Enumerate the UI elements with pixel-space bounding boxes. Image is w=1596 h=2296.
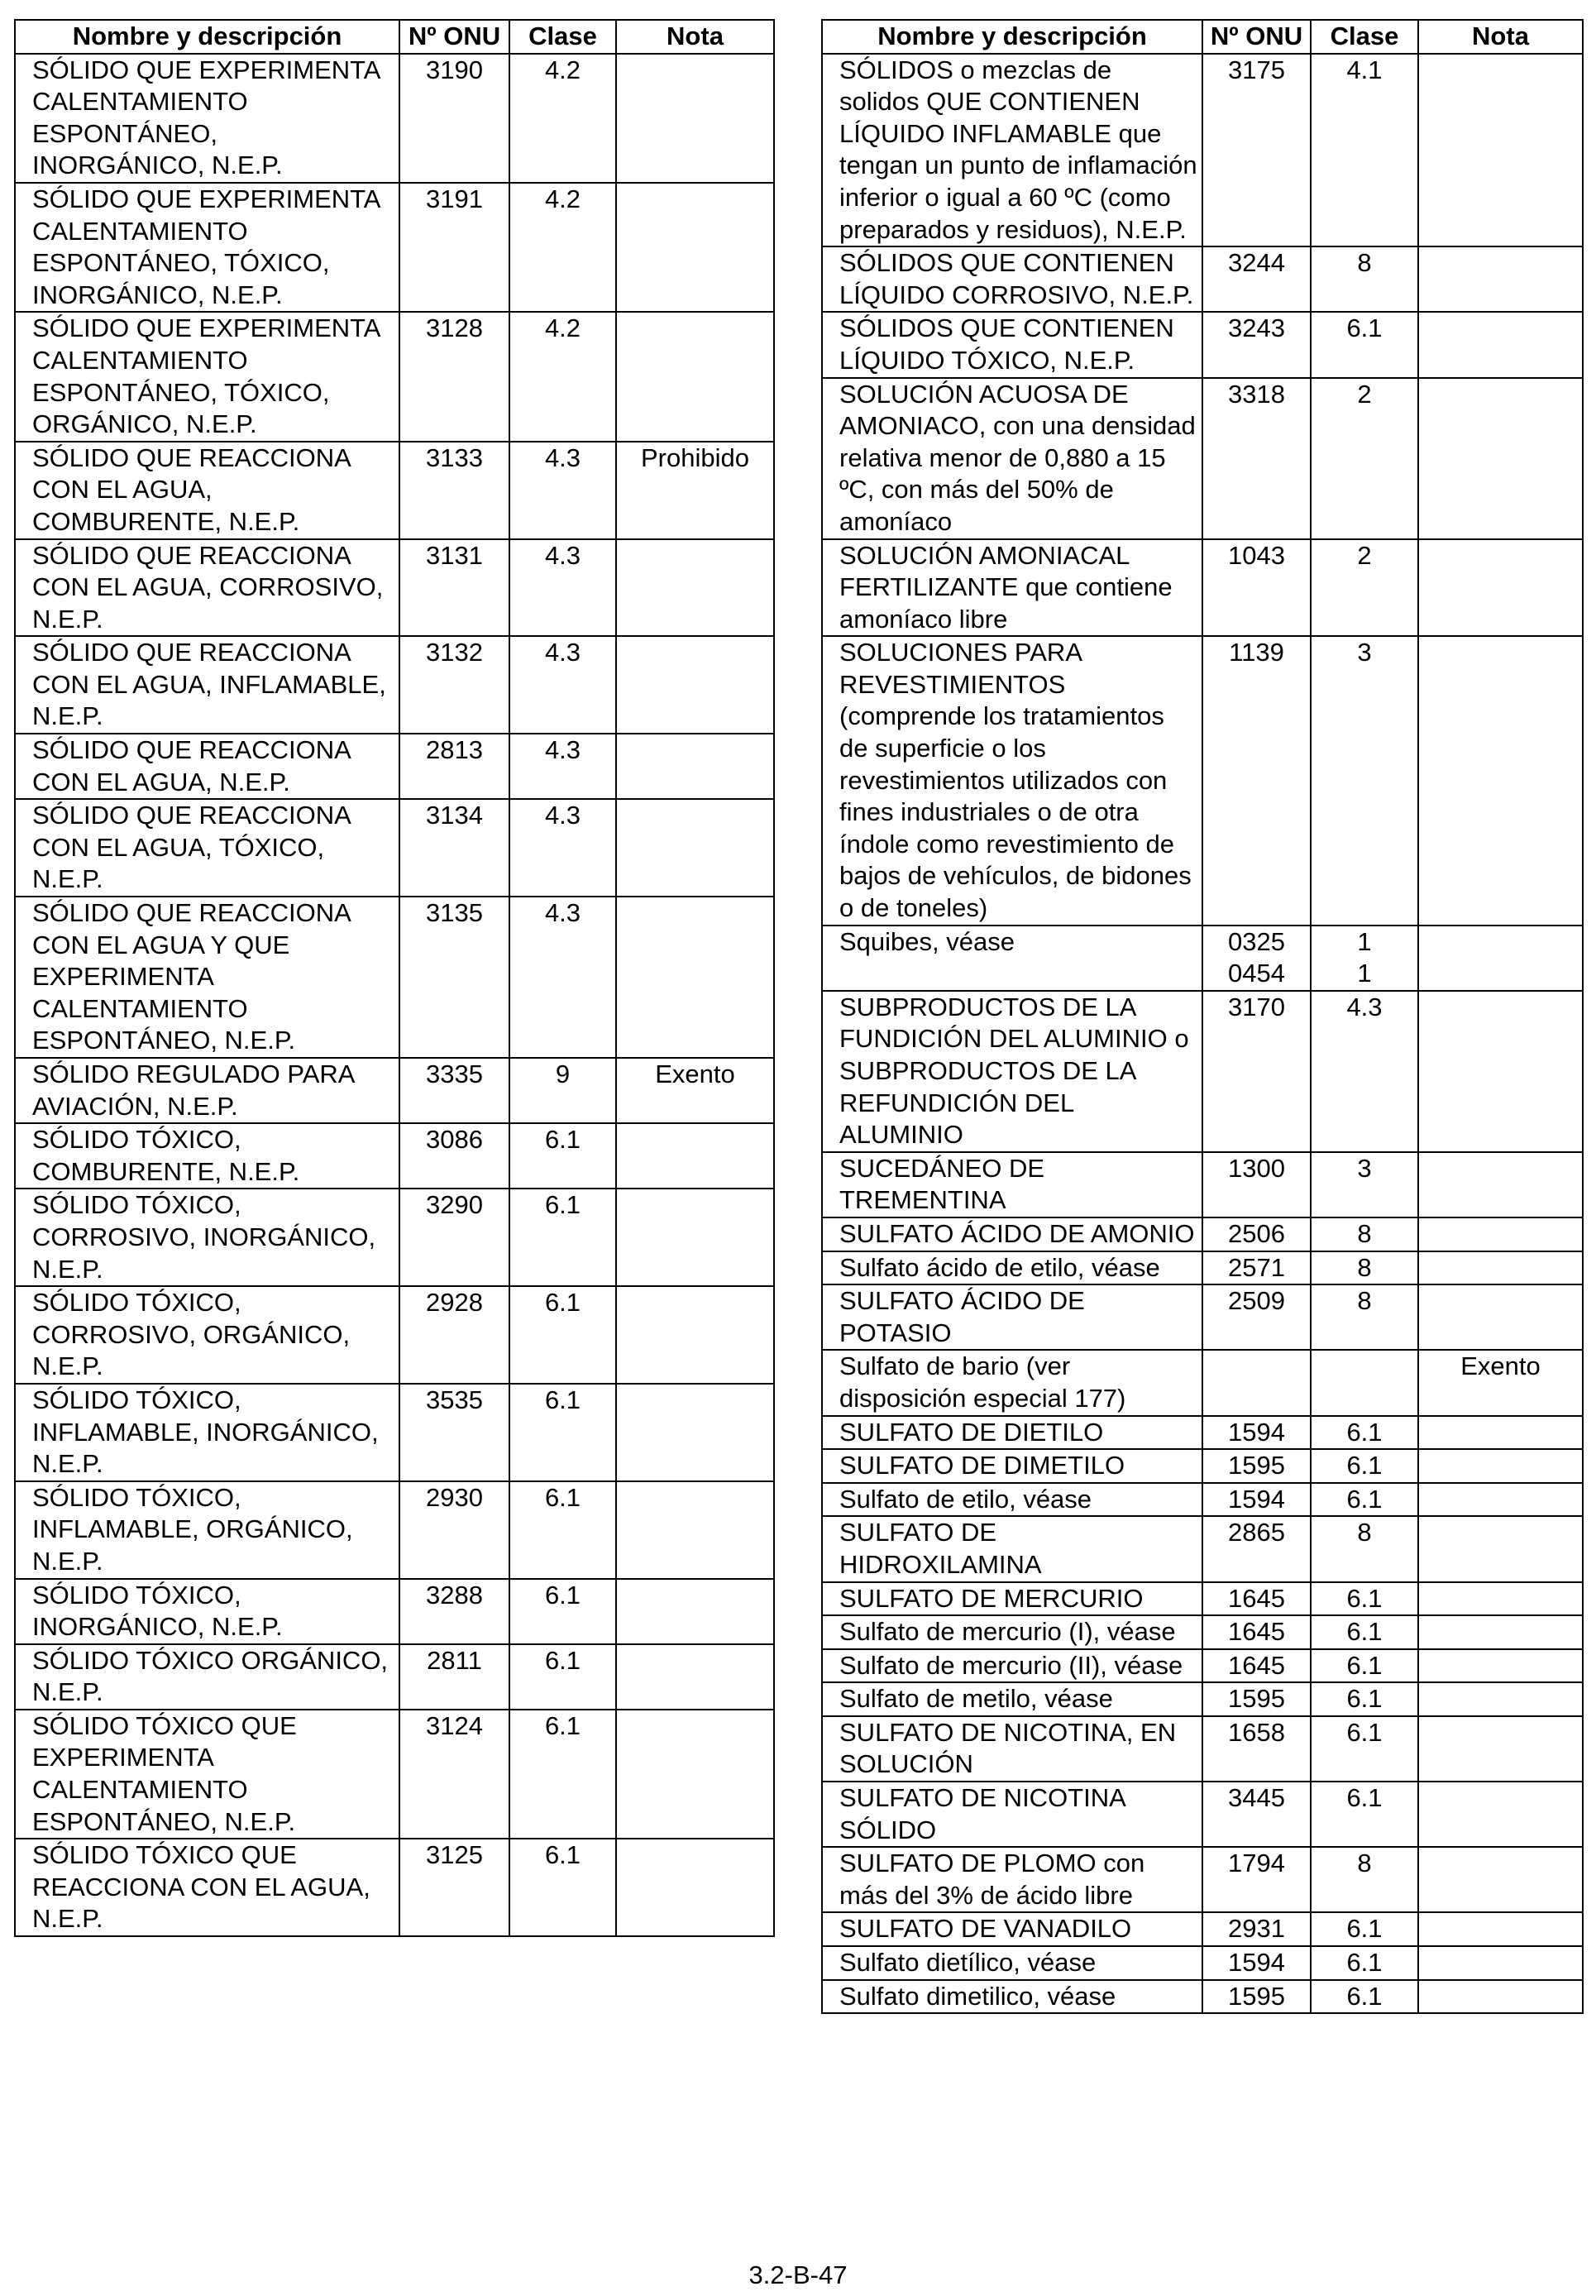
- table-row: [15, 1123, 774, 1189]
- cell-nota: [616, 1123, 774, 1189]
- cell-onu: 3290: [399, 1189, 509, 1286]
- cell-nota: [1418, 312, 1583, 377]
- cell-clase: [1311, 926, 1418, 991]
- cell-clase: 9: [509, 1058, 616, 1123]
- table-row: [822, 1284, 1583, 1350]
- table-row: [822, 1350, 1583, 1415]
- cell-clase: 4.3: [509, 636, 616, 734]
- cell-onu: 3128: [399, 312, 509, 441]
- table-row: [822, 1682, 1583, 1716]
- cell-name: Sulfato de mercurio (I), véase: [822, 1615, 1202, 1649]
- cell-nota: [616, 1384, 774, 1481]
- cell-clase: 4.2: [509, 183, 616, 312]
- cell-nota: [1418, 1582, 1583, 1616]
- table-row: [822, 54, 1583, 247]
- cell-nota: Exento: [1418, 1350, 1583, 1415]
- cell-clase: 6.1: [1311, 1615, 1418, 1649]
- cell-name: SOLUCIÓN ACUOSA DE AMONIACO, con una densidad relativa menor de 0,880 a 15 ºC, con más del 50% de amoníaco: [822, 378, 1202, 539]
- cell-name: SÓLIDO QUE EXPERIMENTA CALENTAMIENTO ESPONTÁNEO, TÓXICO, INORGÁNICO, N.E.P.: [15, 183, 399, 312]
- cell-clase: 6.1: [509, 1286, 616, 1384]
- header-onu: Nº ONU: [399, 20, 509, 54]
- cell-nota: [616, 54, 774, 183]
- cell-clase: 4.2: [509, 312, 616, 441]
- header-onu: Nº ONU: [1202, 20, 1311, 54]
- cell-onu: 1595: [1202, 1980, 1311, 2014]
- cell-nota: [1418, 1416, 1583, 1450]
- cell-nota: [616, 1710, 774, 1839]
- table-row: [15, 183, 774, 312]
- cell-name: SÓLIDO TÓXICO ORGÁNICO, N.E.P.: [15, 1644, 399, 1710]
- cell-nota: [1418, 1483, 1583, 1517]
- cell-onu: 1595: [1202, 1682, 1311, 1716]
- cell-onu: 1658: [1202, 1716, 1311, 1782]
- cell-onu: 2506: [1202, 1217, 1311, 1251]
- cell-onu: 3086: [399, 1123, 509, 1189]
- cell-name: SÓLIDOS o mezclas de solidos QUE CONTIENEN LÍQUIDO INFLAMABLE que tengan un punto de inflamación inferior o igual a 60 ºC (como preparados y residuos), N.E.P.: [822, 54, 1202, 247]
- cell-clase: 6.1: [1311, 312, 1418, 377]
- table-row: [822, 1912, 1583, 1946]
- table-row: [822, 1217, 1583, 1251]
- cell-nota: [1418, 1251, 1583, 1285]
- cell-clase: 6.1: [1311, 1980, 1418, 2014]
- cell-nota: [1418, 1615, 1583, 1649]
- onu-line: 0454: [1228, 959, 1285, 988]
- cell-nota: [616, 1286, 774, 1384]
- table-header-row: [15, 20, 774, 54]
- cell-nota: [1418, 1516, 1583, 1581]
- cell-name: SÓLIDO REGULADO PARA AVIACIÓN, N.E.P.: [15, 1058, 399, 1123]
- header-nota: Nota: [1418, 20, 1583, 54]
- cell-onu: [1202, 1350, 1311, 1415]
- cell-name: SÓLIDO TÓXICO, CORROSIVO, INORGÁNICO, N.E.P.: [15, 1189, 399, 1286]
- cell-nota: [1418, 54, 1583, 247]
- cell-nota: Exento: [616, 1058, 774, 1123]
- table-row: [15, 1058, 774, 1123]
- cell-clase: 4.1: [1311, 54, 1418, 247]
- cell-name: SÓLIDO TÓXICO, CORROSIVO, ORGÁNICO, N.E.P.: [15, 1286, 399, 1384]
- cell-nota: [616, 1189, 774, 1286]
- table-row: [822, 539, 1583, 637]
- cell-nota: [1418, 1284, 1583, 1350]
- cell-name: SÓLIDO QUE REACCIONA CON EL AGUA, N.E.P.: [15, 734, 399, 799]
- table-row: [822, 1847, 1583, 1912]
- table-row: [15, 1286, 774, 1384]
- cell-clase: 4.3: [509, 897, 616, 1058]
- cell-name: SULFATO DE MERCURIO: [822, 1582, 1202, 1616]
- cell-onu: 3243: [1202, 312, 1311, 377]
- table-header-row: [822, 20, 1583, 54]
- cell-name: Sulfato dietílico, véase: [822, 1946, 1202, 1980]
- cell-name: Sulfato dimetilico, véase: [822, 1980, 1202, 2014]
- cell-clase: 6.1: [1311, 1782, 1418, 1847]
- cell-onu: 3335: [399, 1058, 509, 1123]
- cell-name: SÓLIDO QUE EXPERIMENTA CALENTAMIENTO ESPONTÁNEO, TÓXICO, ORGÁNICO, N.E.P.: [15, 312, 399, 441]
- cell-nota: [616, 312, 774, 441]
- cell-name: SÓLIDO TÓXICO, INFLAMABLE, INORGÁNICO, N.E.P.: [15, 1384, 399, 1481]
- table-row: [15, 1189, 774, 1286]
- cell-onu: 2571: [1202, 1251, 1311, 1285]
- table-row: [15, 799, 774, 897]
- cell-onu: 3133: [399, 442, 509, 539]
- cell-name: Sulfato ácido de etilo, véase: [822, 1251, 1202, 1285]
- cell-clase: 6.1: [509, 1123, 616, 1189]
- cell-onu: 2931: [1202, 1912, 1311, 1946]
- cell-nota: [1418, 1449, 1583, 1483]
- cell-clase: 6.1: [1311, 1449, 1418, 1483]
- table-row: [822, 312, 1583, 377]
- cell-nota: [616, 1644, 774, 1710]
- cell-name: SULFATO DE HIDROXILAMINA: [822, 1516, 1202, 1581]
- header-name: Nombre y descripción: [15, 20, 399, 54]
- cell-clase: 3: [1311, 1152, 1418, 1217]
- cell-name: SULFATO DE NICOTINA, EN SOLUCIÓN: [822, 1716, 1202, 1782]
- cell-name: SÓLIDO TÓXICO, INFLAMABLE, ORGÁNICO, N.E.P.: [15, 1481, 399, 1579]
- cell-name: SULFATO DE NICOTINA SÓLIDO: [822, 1782, 1202, 1847]
- cell-onu: 3288: [399, 1579, 509, 1644]
- header-clase: Clase: [509, 20, 616, 54]
- cell-clase: 6.1: [509, 1579, 616, 1644]
- cell-name: Sulfato de bario (ver disposición especial 177): [822, 1350, 1202, 1415]
- cell-name: SUCEDÁNEO DE TREMENTINA: [822, 1152, 1202, 1217]
- cell-onu: 1139: [1202, 636, 1311, 925]
- table-row: [15, 1579, 774, 1644]
- cell-nota: [616, 1579, 774, 1644]
- cell-name: SÓLIDO TÓXICO, INORGÁNICO, N.E.P.: [15, 1579, 399, 1644]
- header-nota: Nota: [616, 20, 774, 54]
- cell-name: SÓLIDO TÓXICO QUE EXPERIMENTA CALENTAMIENTO ESPONTÁNEO, N.E.P.: [15, 1710, 399, 1839]
- cell-clase: 8: [1311, 1217, 1418, 1251]
- clase-line: 1: [1357, 926, 1372, 956]
- cell-clase: 2: [1311, 378, 1418, 539]
- cell-name: SOLUCIÓN AMONIACAL FERTILIZANTE que contiene amoníaco libre: [822, 539, 1202, 637]
- cell-onu: 2930: [399, 1481, 509, 1579]
- cell-clase: 8: [1311, 1251, 1418, 1285]
- cell-nota: [1418, 1847, 1583, 1912]
- cell-onu: 3191: [399, 183, 509, 312]
- cell-clase: 6.1: [509, 1189, 616, 1286]
- table-row: [822, 926, 1583, 991]
- table-row: [822, 1483, 1583, 1517]
- cell-name: Sulfato de mercurio (II), véase: [822, 1649, 1202, 1683]
- cell-nota: [616, 734, 774, 799]
- cell-name: SULFATO ÁCIDO DE POTASIO: [822, 1284, 1202, 1350]
- cell-onu: 1645: [1202, 1582, 1311, 1616]
- cell-name: Sulfato de etilo, véase: [822, 1483, 1202, 1517]
- cell-onu: 3190: [399, 54, 509, 183]
- cell-nota: [1418, 926, 1583, 991]
- cell-name: SOLUCIONES PARA REVESTIMIENTOS (comprende los tratamientos de superficie o los revestimientos utilizados con fines industriales o de otra índole como revestimiento de bajos de vehículos, de bidones o de toneles): [822, 636, 1202, 925]
- table-row: [15, 1481, 774, 1579]
- table-row: [822, 1649, 1583, 1683]
- cell-onu: 1594: [1202, 1416, 1311, 1450]
- table-row: [822, 1416, 1583, 1450]
- cell-clase: 4.3: [1311, 991, 1418, 1152]
- cell-nota: [1418, 1716, 1583, 1782]
- table-row: [822, 636, 1583, 925]
- cell-onu: 1594: [1202, 1946, 1311, 1980]
- cell-onu: 2928: [399, 1286, 509, 1384]
- cell-name: SÓLIDO QUE REACCIONA CON EL AGUA, COMBURENTE, N.E.P.: [15, 442, 399, 539]
- cell-clase: 6.1: [1311, 1682, 1418, 1716]
- cell-nota: [1418, 1782, 1583, 1847]
- cell-name: SÓLIDO TÓXICO, COMBURENTE, N.E.P.: [15, 1123, 399, 1189]
- table-row: [15, 539, 774, 637]
- dangerous-goods-table-right: [821, 19, 1584, 2014]
- cell-name: SULFATO DE DIETILO: [822, 1416, 1202, 1450]
- cell-nota: [1418, 1217, 1583, 1251]
- cell-nota: [1418, 1946, 1583, 1980]
- cell-clase: 4.3: [509, 539, 616, 637]
- cell-clase: 8: [1311, 1516, 1418, 1581]
- clase-line: 1: [1357, 959, 1372, 988]
- cell-onu: 3175: [1202, 54, 1311, 247]
- cell-nota: [1418, 246, 1583, 312]
- table-row: [822, 1152, 1583, 1217]
- cell-name: SULFATO DE DIMETILO: [822, 1449, 1202, 1483]
- table-row: [15, 442, 774, 539]
- cell-clase: 2: [1311, 539, 1418, 637]
- cell-onu: 3131: [399, 539, 509, 637]
- cell-onu: 3318: [1202, 378, 1311, 539]
- cell-clase: 6.1: [509, 1644, 616, 1710]
- cell-onu: 1594: [1202, 1483, 1311, 1517]
- cell-nota: Prohibido: [616, 442, 774, 539]
- table-row: [822, 1716, 1583, 1782]
- cell-nota: [1418, 1649, 1583, 1683]
- cell-onu: 3124: [399, 1710, 509, 1839]
- cell-name: SÓLIDO QUE REACCIONA CON EL AGUA, CORROSIVO, N.E.P.: [15, 539, 399, 637]
- cell-clase: 6.1: [1311, 1649, 1418, 1683]
- cell-clase: 6.1: [509, 1839, 616, 1936]
- onu-line: 0325: [1228, 926, 1285, 956]
- cell-onu: [1202, 926, 1311, 991]
- table-row: [822, 1516, 1583, 1581]
- cell-onu: 3170: [1202, 991, 1311, 1152]
- cell-clase: 6.1: [1311, 1912, 1418, 1946]
- cell-onu: 1794: [1202, 1847, 1311, 1912]
- cell-onu: 1645: [1202, 1615, 1311, 1649]
- table-row: [15, 312, 774, 441]
- cell-clase: 6.1: [1311, 1416, 1418, 1450]
- cell-nota: [616, 539, 774, 637]
- cell-clase: 6.1: [1311, 1716, 1418, 1782]
- cell-name: SÓLIDO QUE REACCIONA CON EL AGUA, TÓXICO, N.E.P.: [15, 799, 399, 897]
- cell-nota: [616, 897, 774, 1058]
- cell-name: SÓLIDO QUE EXPERIMENTA CALENTAMIENTO ESPONTÁNEO, INORGÁNICO, N.E.P.: [15, 54, 399, 183]
- cell-onu: 2865: [1202, 1516, 1311, 1581]
- table-row: [15, 1710, 774, 1839]
- cell-name: SÓLIDO QUE REACCIONA CON EL AGUA Y QUE EXPERIMENTA CALENTAMIENTO ESPONTÁNEO, N.E.P.: [15, 897, 399, 1058]
- table-row: [822, 378, 1583, 539]
- cell-nota: [1418, 1152, 1583, 1217]
- cell-name: SULFATO DE PLOMO con más del 3% de ácido libre: [822, 1847, 1202, 1912]
- table-row: [822, 1980, 1583, 2014]
- cell-clase: 8: [1311, 1284, 1418, 1350]
- cell-clase: [1311, 1350, 1418, 1415]
- cell-nota: [616, 1839, 774, 1936]
- cell-nota: [616, 1481, 774, 1579]
- cell-nota: [1418, 1682, 1583, 1716]
- cell-nota: [1418, 1912, 1583, 1946]
- dangerous-goods-table-left: [14, 19, 775, 1937]
- table-row: [822, 246, 1583, 312]
- cell-clase: 4.3: [509, 799, 616, 897]
- cell-onu: 3135: [399, 897, 509, 1058]
- cell-onu: 1043: [1202, 539, 1311, 637]
- cell-name: Squibes, véase: [822, 926, 1202, 991]
- cell-onu: 2811: [399, 1644, 509, 1710]
- cell-name: SÓLIDO TÓXICO QUE REACCIONA CON EL AGUA, N.E.P.: [15, 1839, 399, 1936]
- cell-clase: 6.1: [509, 1710, 616, 1839]
- cell-nota: [1418, 991, 1583, 1152]
- cell-clase: 4.3: [509, 442, 616, 539]
- table-row: [822, 1946, 1583, 1980]
- cell-clase: 6.1: [1311, 1946, 1418, 1980]
- cell-clase: 8: [1311, 1847, 1418, 1912]
- cell-clase: 6.1: [509, 1384, 616, 1481]
- cell-onu: 1595: [1202, 1449, 1311, 1483]
- cell-nota: [1418, 378, 1583, 539]
- cell-onu: 3134: [399, 799, 509, 897]
- cell-clase: 3: [1311, 636, 1418, 925]
- cell-onu: 2509: [1202, 1284, 1311, 1350]
- cell-onu: 3125: [399, 1839, 509, 1936]
- header-clase: Clase: [1311, 20, 1418, 54]
- page-number: 3.2-B-47: [748, 2260, 848, 2289]
- cell-name: SÓLIDOS QUE CONTIENEN LÍQUIDO CORROSIVO, N.E.P.: [822, 246, 1202, 312]
- cell-onu: 3445: [1202, 1782, 1311, 1847]
- table-row: [822, 1615, 1583, 1649]
- cell-nota: [1418, 1980, 1583, 2014]
- table-row: [15, 1384, 774, 1481]
- table-row: [15, 636, 774, 734]
- table-row: [15, 54, 774, 183]
- cell-onu: 3244: [1202, 246, 1311, 312]
- table-row: [822, 1582, 1583, 1616]
- cell-onu: 3132: [399, 636, 509, 734]
- cell-nota: [616, 636, 774, 734]
- table-row: [15, 897, 774, 1058]
- table-row: [822, 1251, 1583, 1285]
- cell-name: SULFATO DE VANADILO: [822, 1912, 1202, 1946]
- table-row: [15, 1644, 774, 1710]
- table-row: [822, 991, 1583, 1152]
- cell-nota: [616, 799, 774, 897]
- cell-clase: 6.1: [509, 1481, 616, 1579]
- cell-name: SULFATO ÁCIDO DE AMONIO: [822, 1217, 1202, 1251]
- cell-name: Sulfato de metilo, véase: [822, 1682, 1202, 1716]
- cell-clase: 4.3: [509, 734, 616, 799]
- header-name: Nombre y descripción: [822, 20, 1202, 54]
- cell-onu: 2813: [399, 734, 509, 799]
- cell-clase: 6.1: [1311, 1483, 1418, 1517]
- table-row: [15, 1839, 774, 1936]
- cell-name: SUBPRODUCTOS DE LA FUNDICIÓN DEL ALUMINIO o SUBPRODUCTOS DE LA REFUNDICIÓN DEL ALUMINIO: [822, 991, 1202, 1152]
- cell-clase: 4.2: [509, 54, 616, 183]
- table-row: [15, 734, 774, 799]
- cell-nota: [1418, 539, 1583, 637]
- cell-onu: 1645: [1202, 1649, 1311, 1683]
- cell-clase: 8: [1311, 246, 1418, 312]
- cell-name: SÓLIDO QUE REACCIONA CON EL AGUA, INFLAMABLE, N.E.P.: [15, 636, 399, 734]
- table-row: [822, 1782, 1583, 1847]
- cell-onu: 3535: [399, 1384, 509, 1481]
- table-row: [822, 1449, 1583, 1483]
- cell-nota: [616, 183, 774, 312]
- cell-clase: 6.1: [1311, 1582, 1418, 1616]
- cell-onu: 1300: [1202, 1152, 1311, 1217]
- cell-nota: [1418, 636, 1583, 925]
- cell-name: SÓLIDOS QUE CONTIENEN LÍQUIDO TÓXICO, N.E.P.: [822, 312, 1202, 377]
